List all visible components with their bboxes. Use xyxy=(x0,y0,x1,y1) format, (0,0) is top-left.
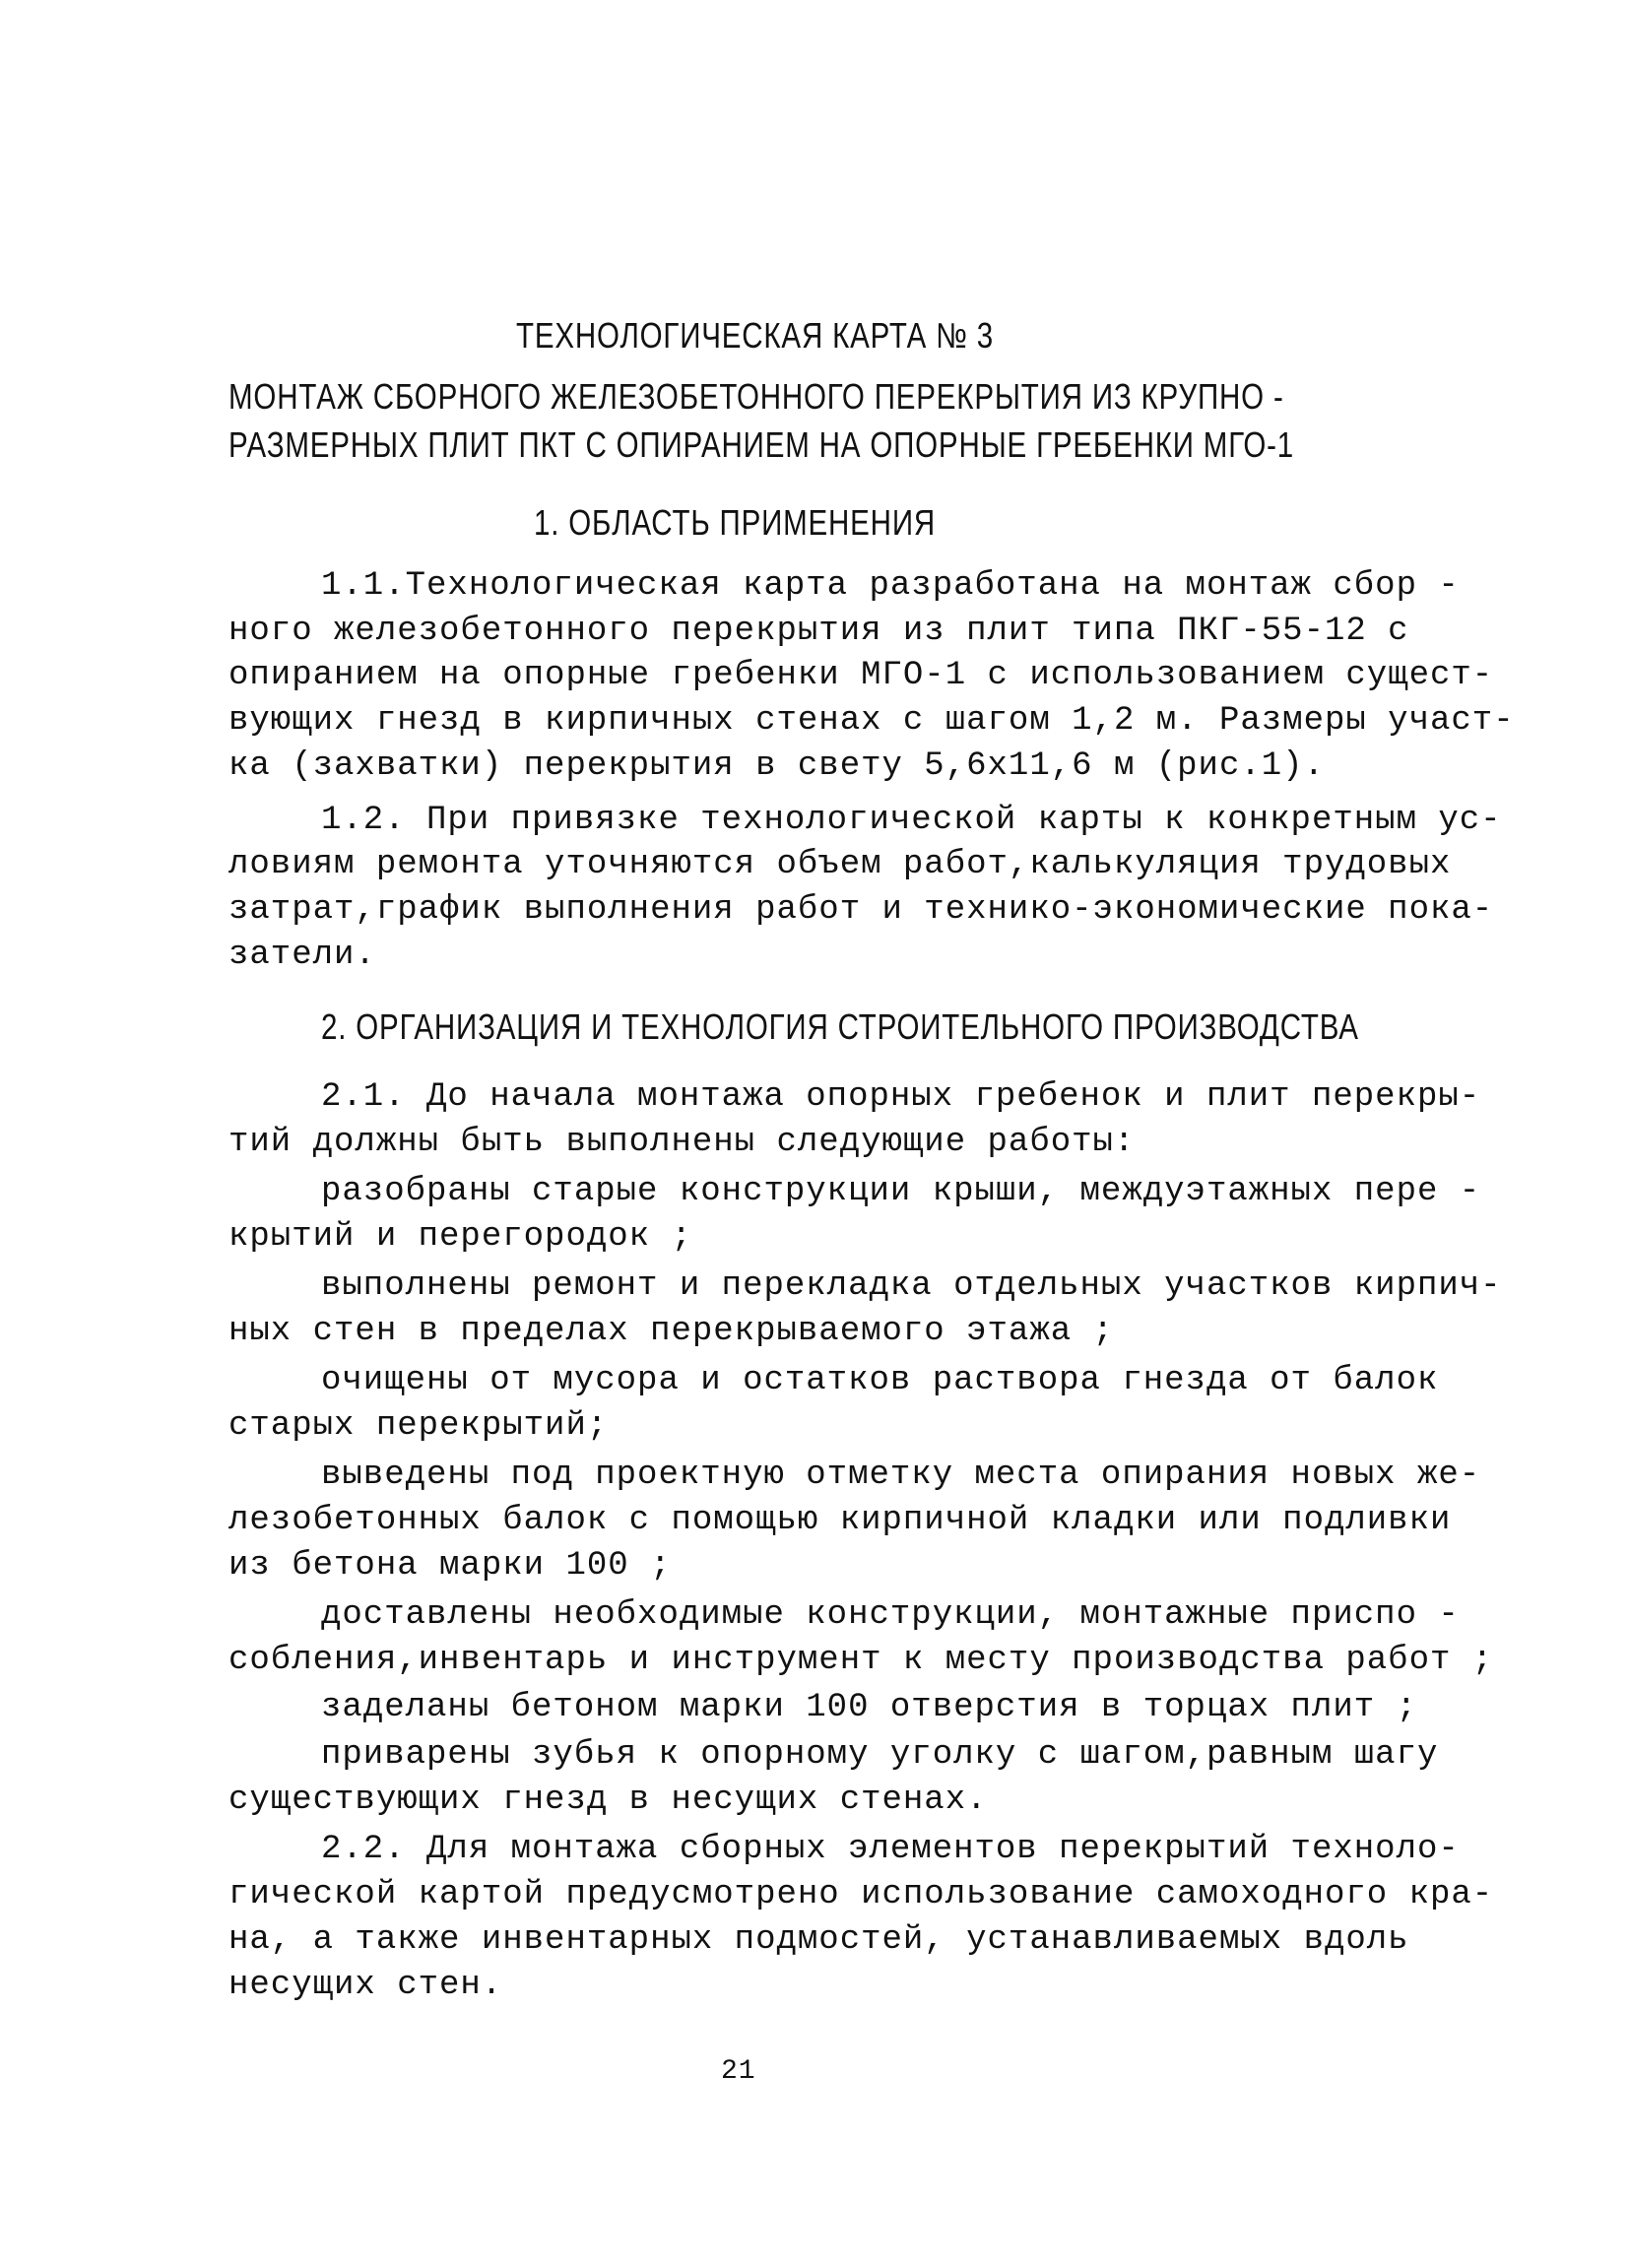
paragraph-line: затели. xyxy=(228,937,376,974)
paragraph-line: несущих стен. xyxy=(228,1967,503,2004)
paragraph-line: затрат,график выполнения работ и технико-экономические пока- xyxy=(228,891,1494,929)
paragraph-line: тий должны быть выполнены следующие работы: xyxy=(228,1124,1136,1161)
paragraph-line: 1.1.Технологическая карта разработана на монтаж сбор - xyxy=(321,567,1460,605)
subtitle-line: РАЗМЕРНЫХ ПЛИТ ПКТ С ОПИРАНИЕМ НА ОПОРНЫЕ ГРЕБЕНКИ МГО-1 xyxy=(228,424,1295,465)
paragraph-line: из бетона марки 100 ; xyxy=(228,1547,672,1585)
paragraph-line: заделаны бетоном марки 100 отверстия в торцах плит ; xyxy=(321,1689,1417,1726)
paragraph-line: 2.1. До начала монтажа опорных гребенок и плит перекры- xyxy=(321,1078,1481,1116)
paragraph-line: ловиям ремонта уточняются объем работ,калькуляция трудовых xyxy=(228,846,1452,883)
document-title: ТЕХНОЛОГИЧЕСКАЯ КАРТА № 3 xyxy=(516,315,994,356)
paragraph-line: на, а также инвентарных подмостей, устанавливаемых вдоль xyxy=(228,1921,1409,1959)
paragraph-line: опиранием на опорные гребенки МГО-1 с использованием сущест- xyxy=(228,657,1494,694)
paragraph-line: очищены от мусора и остатков раствора гнезда от балок xyxy=(321,1362,1439,1399)
paragraph-line: доставлены необходимые конструкции, монтажные приспо - xyxy=(321,1596,1460,1634)
subtitle-line: МОНТАЖ СБОРНОГО ЖЕЛЕЗОБЕТОННОГО ПЕРЕКРЫТИЯ ИЗ КРУПНО - xyxy=(228,376,1284,417)
paragraph-line: выведены под проектную отметку места опирания новых же- xyxy=(321,1457,1481,1494)
section-1-heading: 1. ОБЛАСТЬ ПРИМЕНЕНИЯ xyxy=(534,502,937,543)
paragraph-line: старых перекрытий; xyxy=(228,1407,609,1445)
paragraph-line: приварены зубья к опорному уголку с шагом,равным шагу xyxy=(321,1736,1439,1774)
paragraph-line: ного железобетонного перекрытия из плит типа ПКГ-55-12 с xyxy=(228,613,1409,650)
paragraph-line: гической картой предусмотрено использование самоходного кра- xyxy=(228,1876,1494,1913)
paragraph-line: выполнены ремонт и перекладка отдельных участков кирпич- xyxy=(321,1267,1502,1305)
paragraph-line: разобраны старые конструкции крыши, междуэтажных пере - xyxy=(321,1173,1481,1210)
paragraph-line: 2.2. Для монтажа сборных элементов перекрытий техноло- xyxy=(321,1831,1460,1868)
section-2-heading: 2. ОРГАНИЗАЦИЯ И ТЕХНОЛОГИЯ СТРОИТЕЛЬНОГО ПРОИЗВОДСТВА xyxy=(321,1006,1359,1047)
paragraph-line: существующих гнезд в несущих стенах. xyxy=(228,1782,988,1819)
paragraph-line: вующих гнезд в кирпичных стенах с шагом 1,2 м. Размеры участ- xyxy=(228,702,1515,740)
paragraph-line: собления,инвентарь и инструмент к месту производства работ ; xyxy=(228,1642,1494,1679)
paragraph-line: ных стен в пределах перекрываемого этажа ; xyxy=(228,1313,1114,1350)
page-number: 21 xyxy=(721,2056,756,2087)
paragraph-line: 1.2. При привязке технологической карты к конкретным ус- xyxy=(321,802,1502,839)
paragraph-line: ка (захватки) перекрытия в свету 5,6х11,6 м (рис.1). xyxy=(228,747,1325,785)
paragraph-line: крытий и перегородок ; xyxy=(228,1218,692,1256)
paragraph-line: лезобетонных балок с помощью кирпичной кладки или подливки xyxy=(228,1502,1452,1539)
